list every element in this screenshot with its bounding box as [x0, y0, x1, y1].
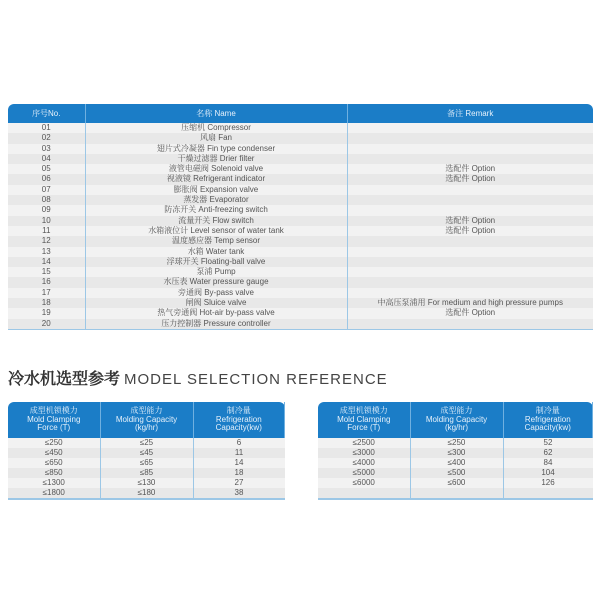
header-line-cn: 制冷量	[226, 406, 251, 416]
cell-name: 液管电磁阀 Solenoid valve	[85, 164, 347, 174]
selection-cell: 18	[193, 468, 285, 478]
cell-remark	[347, 154, 593, 164]
selection-header-2	[503, 402, 593, 438]
table-row	[8, 319, 593, 330]
selection-cell: ≤5000	[318, 468, 410, 478]
cell-name: 压力控制器 Pressure controller	[85, 319, 347, 330]
cell-name: 视液镜 Refrigerant indicator	[85, 174, 347, 184]
section-title-en: MODEL SELECTION REFERENCE	[124, 371, 388, 388]
selection-cell: 27	[193, 478, 285, 488]
cell-remark	[347, 288, 593, 298]
cell-name: 热气旁通阀 Hot-air by-pass valve	[85, 308, 347, 318]
selection-cell: ≤6000	[318, 478, 410, 488]
header-line-en1: Refrigeration	[215, 414, 262, 424]
header-no: 序号No.	[8, 104, 85, 123]
cell-remark	[347, 247, 593, 257]
header-line-en1: Molding Capacity	[115, 414, 178, 424]
table-row	[8, 226, 593, 236]
table-row	[8, 257, 593, 267]
cell-remark	[347, 144, 593, 154]
selection-header-0	[8, 402, 100, 438]
table-row	[8, 205, 593, 215]
selection-cell	[318, 488, 410, 499]
table-row	[318, 468, 593, 478]
table-row	[8, 123, 593, 133]
cell-name: 膨胀阀 Expansion valve	[85, 185, 347, 195]
cell-name: 风扇 Fan	[85, 133, 347, 143]
table-row	[318, 478, 593, 488]
cell-remark: 选配件 Option	[347, 216, 593, 226]
table-row	[318, 438, 593, 448]
cell-name: 蒸发器 Evaporator	[85, 195, 347, 205]
header-line-en2: (kg/hr)	[444, 423, 469, 433]
table-row	[8, 308, 593, 318]
table-row	[8, 468, 285, 478]
table-row	[8, 267, 593, 277]
table-row	[318, 488, 593, 499]
cell-remark: 选配件 Option	[347, 226, 593, 236]
section-title-cn: 冷水机选型参考	[8, 371, 121, 388]
cell-no: 02	[8, 133, 85, 143]
table-row	[8, 298, 593, 308]
table-row	[8, 277, 593, 287]
selection-cell: ≤180	[100, 488, 193, 499]
cell-remark: 中高压泵浦用 For medium and high pressure pumps	[347, 298, 593, 308]
header-line-en2: Capacity(kw)	[215, 423, 262, 433]
selection-cell: ≤300	[410, 448, 503, 458]
cell-no: 12	[8, 236, 85, 246]
cell-remark: 选配件 Option	[347, 164, 593, 174]
cell-no: 01	[8, 123, 85, 133]
cell-no: 05	[8, 164, 85, 174]
selection-cell: ≤250	[8, 438, 100, 448]
table-row	[8, 458, 285, 468]
cell-remark: 选配件 Option	[347, 308, 593, 318]
selection-header-1	[410, 402, 503, 438]
cell-no: 10	[8, 216, 85, 226]
table-row	[8, 247, 593, 257]
cell-no: 13	[8, 247, 85, 257]
selection-cell: ≤500	[410, 468, 503, 478]
table-row	[8, 288, 593, 298]
selection-cell: ≤4000	[318, 458, 410, 468]
table-row	[8, 164, 593, 174]
cell-remark	[347, 267, 593, 277]
cell-no: 04	[8, 154, 85, 164]
header-line-cn: 成型能力	[440, 406, 473, 416]
header-line-cn: 成型能力	[130, 406, 163, 416]
section-title	[8, 366, 388, 389]
selection-cell: 62	[503, 448, 593, 458]
cell-name: 旁通阀 By-pass valve	[85, 288, 347, 298]
selection-cell: ≤400	[410, 458, 503, 468]
selection-cell: 14	[193, 458, 285, 468]
table-row	[8, 154, 593, 164]
selection-table-right	[318, 402, 593, 500]
cell-no: 18	[8, 298, 85, 308]
selection-cell: ≤450	[8, 448, 100, 458]
header-name: 名称 Name	[85, 104, 347, 123]
table-row	[8, 448, 285, 458]
selection-cell: ≤2500	[318, 438, 410, 448]
selection-cell	[503, 488, 593, 499]
cell-name: 温度感应器 Temp sensor	[85, 236, 347, 246]
header-remark: 备注 Remark	[347, 104, 593, 123]
cell-no: 19	[8, 308, 85, 318]
cell-remark	[347, 185, 593, 195]
selection-cell: ≤130	[100, 478, 193, 488]
cell-name: 水箱液位计 Level sensor of water tank	[85, 226, 347, 236]
cell-no: 09	[8, 205, 85, 215]
cell-name: 浮球开关 Floating-ball valve	[85, 257, 347, 267]
cell-name: 水压表 Water pressure gauge	[85, 277, 347, 287]
selection-cell: 52	[503, 438, 593, 448]
selection-cell: ≤3000	[318, 448, 410, 458]
table-row	[8, 216, 593, 226]
selection-table-left	[8, 402, 285, 500]
header-line-cn: 制冷量	[535, 406, 560, 416]
header-line-en1: Mold Clamping	[27, 414, 81, 424]
header-line-en2: (kg/hr)	[134, 423, 159, 433]
cell-remark	[347, 236, 593, 246]
table-row	[8, 488, 285, 499]
cell-remark	[347, 133, 593, 143]
parts-table	[8, 104, 593, 330]
cell-no: 03	[8, 144, 85, 154]
cell-remark	[347, 277, 593, 287]
cell-name: 翅片式冷凝器 Fin type condenser	[85, 144, 347, 154]
selection-cell	[410, 488, 503, 499]
header-line-en2: Capacity(kw)	[524, 423, 571, 433]
selection-header-1	[100, 402, 193, 438]
selection-cell: 104	[503, 468, 593, 478]
cell-remark	[347, 257, 593, 267]
selection-cell: ≤65	[100, 458, 193, 468]
cell-remark	[347, 195, 593, 205]
selection-cell: 11	[193, 448, 285, 458]
table-row	[318, 458, 593, 468]
header-line-en1: Refrigeration	[524, 414, 571, 424]
table-row	[8, 144, 593, 154]
cell-name: 水箱 Water tank	[85, 247, 347, 257]
header-line-en2: Force (T)	[347, 423, 381, 433]
selection-cell: ≤600	[410, 478, 503, 488]
table-row	[8, 236, 593, 246]
selection-cell: ≤45	[100, 448, 193, 458]
selection-cell: ≤650	[8, 458, 100, 468]
cell-no: 14	[8, 257, 85, 267]
cell-name: 泵浦 Pump	[85, 267, 347, 277]
table-row	[8, 185, 593, 195]
cell-no: 15	[8, 267, 85, 277]
cell-remark	[347, 123, 593, 133]
selection-cell: 6	[193, 438, 285, 448]
selection-cell: ≤250	[410, 438, 503, 448]
selection-header-0	[318, 402, 410, 438]
cell-remark: 选配件 Option	[347, 174, 593, 184]
selection-cell: 84	[503, 458, 593, 468]
selection-cell: 126	[503, 478, 593, 488]
cell-no: 17	[8, 288, 85, 298]
cell-name: 流量开关 Flow switch	[85, 216, 347, 226]
cell-remark	[347, 319, 593, 330]
selection-cell: ≤25	[100, 438, 193, 448]
table-row	[8, 174, 593, 184]
table-row	[8, 478, 285, 488]
cell-no: 20	[8, 319, 85, 330]
cell-no: 06	[8, 174, 85, 184]
selection-cell: ≤85	[100, 468, 193, 478]
selection-cell: ≤1800	[8, 488, 100, 499]
cell-name: 压缩机 Compressor	[85, 123, 347, 133]
header-line-en2: Force (T)	[37, 423, 71, 433]
cell-no: 11	[8, 226, 85, 236]
selection-cell: ≤850	[8, 468, 100, 478]
table-row	[8, 438, 285, 448]
header-line-en1: Mold Clamping	[337, 414, 391, 424]
table-row	[8, 133, 593, 143]
cell-name: 闸阀 Sluice valve	[85, 298, 347, 308]
cell-name: 防冻开关 Anti-freezing switch	[85, 205, 347, 215]
selection-cell: ≤1300	[8, 478, 100, 488]
cell-no: 08	[8, 195, 85, 205]
cell-name: 干燥过滤器 Drier filter	[85, 154, 347, 164]
cell-no: 07	[8, 185, 85, 195]
selection-cell: 38	[193, 488, 285, 499]
table-row	[8, 195, 593, 205]
cell-no: 16	[8, 277, 85, 287]
header-line-cn: 成型机锁模力	[29, 406, 78, 416]
table-row	[318, 448, 593, 458]
cell-remark	[347, 205, 593, 215]
selection-header-2	[193, 402, 285, 438]
header-line-en1: Molding Capacity	[425, 414, 488, 424]
header-line-cn: 成型机锁模力	[339, 406, 388, 416]
